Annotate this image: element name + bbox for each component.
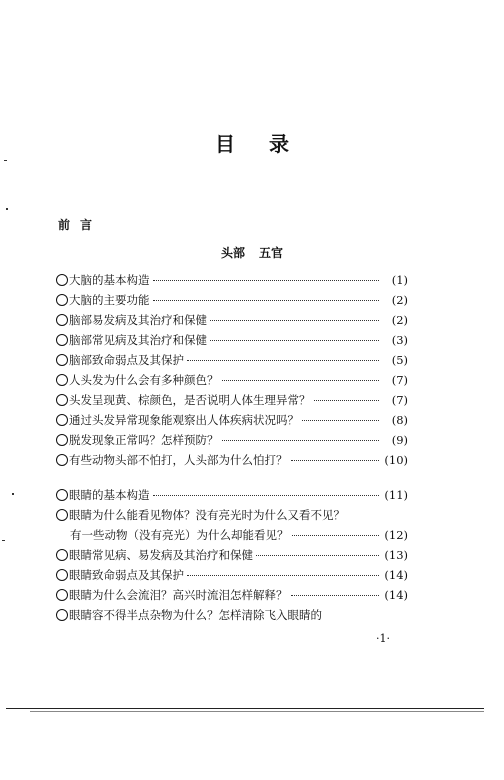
- circle-bullet-icon: [56, 569, 68, 581]
- circle-bullet-icon: [56, 549, 68, 561]
- dot-leader: [222, 380, 380, 381]
- toc-entry: [56, 507, 408, 527]
- toc-entry-page: (1): [391, 273, 408, 287]
- circle-bullet-icon: [56, 509, 68, 521]
- circle-bullet-icon: [56, 294, 68, 306]
- toc-entry-title: 眼睛致命弱点及其保护: [69, 568, 184, 582]
- dot-leader: [222, 440, 380, 441]
- toc-entry-page: (2): [391, 293, 408, 307]
- dot-leader: [187, 360, 379, 361]
- toc-entry-page: (13): [384, 548, 408, 562]
- circle-bullet-icon: [56, 454, 68, 466]
- scan-speck: [6, 208, 8, 210]
- circle-bullet-icon: [56, 394, 68, 406]
- toc-entry-title: 大脑的基本构造: [69, 273, 150, 287]
- toc-entry: [56, 352, 408, 372]
- circle-bullet-icon: [56, 414, 68, 426]
- toc-entry: [56, 332, 408, 352]
- toc-entry-title: 眼睛常见病、易发病及其治疗和保健: [69, 548, 253, 562]
- toc-entry: [56, 607, 408, 627]
- toc-entry-title: 眼睛为什么会流泪？高兴时流泪怎样解释？: [69, 588, 288, 602]
- toc-entry: [56, 272, 408, 292]
- dot-leader: [153, 300, 380, 301]
- circle-bullet-icon: [56, 434, 68, 446]
- toc-entry: [56, 487, 408, 507]
- circle-bullet-icon: [56, 334, 68, 346]
- dot-leader: [187, 575, 379, 576]
- toc-entry-page: (2): [391, 313, 408, 327]
- toc-entry-page: (8): [391, 413, 408, 427]
- toc-entry-title: 眼睛为什么能看见物体？没有亮光时为什么又看不见？: [69, 508, 345, 522]
- toc-entry-page: (7): [391, 393, 408, 407]
- toc-entry: [56, 452, 408, 472]
- toc-entry-page: (7): [391, 373, 408, 387]
- bottom-rule: [6, 708, 484, 709]
- circle-bullet-icon: [56, 589, 68, 601]
- toc-entry: [56, 432, 408, 452]
- dot-leader: [256, 555, 379, 556]
- toc-entry-title: 眼睛的基本构造: [69, 488, 150, 502]
- toc-entry-title: 脑部致命弱点及其保护: [69, 353, 184, 367]
- page-title: 目录: [215, 132, 323, 156]
- toc-group-head: [56, 272, 408, 472]
- circle-bullet-icon: [56, 314, 68, 326]
- page-number: ·1·: [376, 632, 390, 645]
- toc-entry: [56, 372, 408, 392]
- toc-entry-page: (14): [384, 568, 408, 582]
- dot-leader: [210, 340, 379, 341]
- circle-bullet-icon: [56, 489, 68, 501]
- circle-bullet-icon: [56, 609, 68, 621]
- toc-entry-page: (10): [384, 453, 408, 467]
- dot-leader: [314, 400, 380, 401]
- toc-entry-title: 人头发为什么会有多种颜色？: [69, 373, 219, 387]
- toc-entry: [56, 567, 408, 587]
- toc-entry-page: (12): [384, 528, 408, 542]
- dot-leader: [291, 460, 380, 461]
- toc-entry-title: 眼睛容不得半点杂物为什么？怎样清除飞入眼睛的: [69, 608, 322, 622]
- toc-entry-title: 脑部易发病及其治疗和保健: [69, 313, 207, 327]
- toc-entry-title: 有一些动物（没有亮光）为什么却能看见？: [70, 528, 289, 542]
- toc-entry-continuation: [56, 527, 408, 547]
- toc-entry-page: (3): [391, 333, 408, 347]
- bottom-rule-secondary: [30, 711, 484, 712]
- scan-speck: [12, 493, 14, 495]
- toc-entry: [56, 312, 408, 332]
- toc-entry: [56, 587, 408, 607]
- toc-entry-title: 头发呈现黄、棕颜色，是否说明人体生理异常？: [69, 393, 311, 407]
- circle-bullet-icon: [56, 374, 68, 386]
- toc-group-eyes: [56, 487, 408, 627]
- toc-entry-title: 脱发现象正常吗？怎样预防？: [69, 433, 219, 447]
- toc-entry-page: (9): [391, 433, 408, 447]
- dot-leader: [153, 495, 380, 496]
- circle-bullet-icon: [56, 274, 68, 286]
- toc-entry: [56, 392, 408, 412]
- section-heading-part2: 五官: [259, 246, 284, 260]
- toc-entry-title: 通过头发异常现象能观察出人体疾病状况吗？: [69, 413, 299, 427]
- dot-leader: [210, 320, 379, 321]
- dot-leader: [292, 535, 380, 536]
- toc-entry: [56, 292, 408, 312]
- section-heading-part1: 头部: [220, 246, 245, 260]
- toc-entry: [56, 412, 408, 432]
- scan-speck: [2, 540, 5, 541]
- toc-entry-page: (5): [391, 353, 408, 367]
- circle-bullet-icon: [56, 354, 68, 366]
- preface-heading: 前言: [58, 218, 103, 232]
- toc-entry-title: 脑部常见病及其治疗和保健: [69, 333, 207, 347]
- dot-leader: [153, 280, 380, 281]
- toc-entry-title: 有些动物头部不怕打，人头部为什么怕打？: [69, 453, 288, 467]
- toc-entry: [56, 547, 408, 567]
- dot-leader: [302, 420, 379, 421]
- scan-speck: [4, 160, 7, 161]
- toc-entry-page: (11): [384, 488, 408, 502]
- dot-leader: [291, 595, 380, 596]
- section-heading: [0, 244, 504, 261]
- toc-entry-title: 大脑的主要功能: [69, 293, 150, 307]
- toc-entry-page: (14): [384, 588, 408, 602]
